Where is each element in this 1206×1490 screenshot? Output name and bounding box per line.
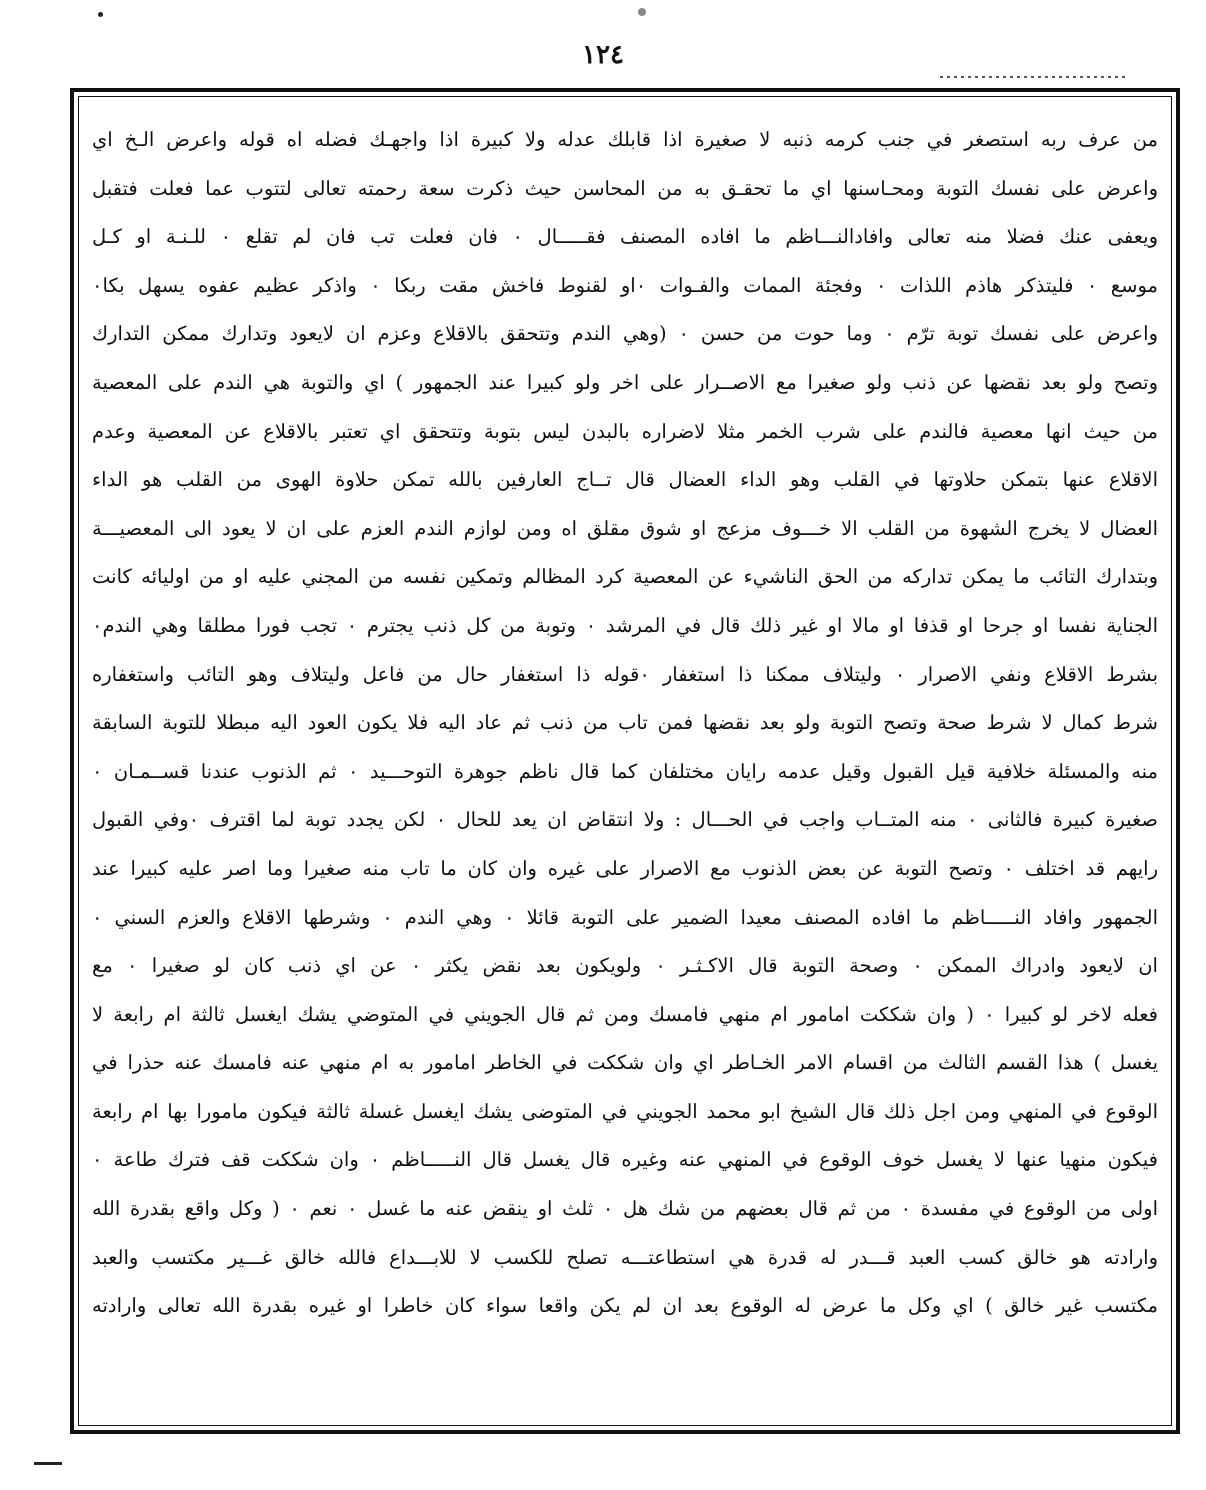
text-line: فعله لاخر لو كبيرا ٠ ( وان شككت امامور ام منهي فامسك ومن ثم قال الجويني في المتوضي يشك ايغسل ثالثة ام رابعة لا [92,1002,1158,1026]
page-number: ١٢٤ [582,40,624,70]
text-line: العضال لا يخرج الشهوة من القلب الا خـــوف مزعج او شوق مقلق اه ومن لوازم الندم العزم على ان لا يعود الى المعصيـــة [92,516,1158,540]
text-line: وبتدارك التائب ما يمكن تداركه من الحق الناشيء عن المعصية كرد المظالم وتمكين نفسه من المجني عليه او من اوليائه كانت [92,565,1158,589]
text-line: اولى من الوقوع في مفسدة ٠ من ثم قال بعضهم من شك هل ٠ ثلث او ينقض عنه ما غسل ٠ نعم ٠ ( وكل واقع بقدرة الله [92,1197,1158,1221]
text-line: صغيرة كبيرة فالثانى ٠ منه المتــاب واجب في الحـــال : ولا انتقاض ان يعد للحال ٠ لكن يجدد توبة لما اقترف ٠وفي القبول [92,808,1158,832]
ink-speck-top-center [638,8,646,16]
text-line: موسع ٠ فليتذكر هاذم اللذات ٠ وفجئة الممات والفـوات ٠او لقنوط فاخش مقت ربكا ٠ واذكر عظيم عفوه يسهل بكا٠ [92,273,1158,297]
header-rule [940,76,1125,78]
text-line: الجمهور وافاد النـــــاظم ما افاده المصنف معيدا الضمير على التوبة قائلا ٠ وهي الندم ٠ وشرطها الاقلاع والعزم السني ٠ [92,905,1158,929]
text-line: من حيث انها معصية فالندم على شرب الخمر مثلا لاضراره بالبدن ليس بتوبة وتتحقق اي تعتبر بالاقلاع عن المعصية وعدم [92,419,1158,443]
body-text [92,116,1158,1416]
text-line: الاقلاع عنها بتمكن حلاوتها في القلب وهو الداء العضال قال تــاج العارفين بالله تمكن حلاوة الهوى من القلب هو الداء [92,468,1158,492]
text-line: رايهم قد اختلف ٠ وتصح التوبة عن بعض الذنوب مع الاصرار على غيره وان كان ما تاب منه صغيرا وما اصر عليه كبيرا عند [92,856,1158,880]
text-line: من عرف ربه استصغر في جنب كرمه ذنبه لا صغيرة اذا قابلك عدله ولا كبيرة اذا واجهـك فضله اه قوله واعرض الـخ اي [92,128,1158,151]
text-line: الجناية نفسا او جرحا او قذفا او مالا او غير ذلك قال في المرشد ٠ وتوبة من كل ذنب يجترم ٠ تجب فورا مطلقا وهي الندم٠ [92,613,1158,637]
text-line: يغسل ) هذا القسم الثالث من اقسام الامر الخـاطر اي وان شككت في الخاطر امامور به ام منهي عنه فامسك عنه حذرا في [92,1051,1158,1075]
ink-speck-top-left [98,12,103,17]
text-line: واعرض على نفسك التوبة ومحـاسنها اي ما تحقـق به من المحاسن حيث ذكرت سعة رحمته تعالى لتتوب عما فعلت فتقبل [92,176,1158,200]
text-line: ويعفى عنك فضلا منه تعالى وافادالنـــاظم ما افاده المصنف فقـــــال ٠ فان فعلت تب فان لم تقلع ٠ للـنـة او كـل [92,225,1158,249]
text-line: منه والمسئلة خلافية قيل القبول وقيل عدمه رايان مختلفان كما قال ناظم جوهرة التوحـــيد ٠ ثم الذنوب عندنا قســمـان ٠ [92,759,1158,783]
text-line: وتصح ولو بعد نقضها عن ذنب ولو صغيرا مع الاصــرار على اخر ولو كبيرا عند الجمهور ) اي والتوبة هي الندم على المعصية [92,370,1158,394]
text-line: الوقوع في المنهي ومن اجل ذلك قال الشيخ ابو محمد الجويني في المتوضى يشك ايغسل غسلة ثالثة فيكون مامورا بها ام رابعة [92,1099,1158,1123]
margin-mark [34,1462,62,1465]
text-line: وارادته هو خالق كسب العبد قـــدر له قدرة هي استطاعتـــه تصلح للكسب لا للابـــداع فالله خالق غـــير مكتسب والعبد [92,1245,1158,1269]
text-line: واعرض على نفسك توبة ترّم ٠ وما حوت من حسن ٠ (وهي الندم وتتحقق بالاقلاع وعزم ان لايعود وتدارك ممكن التدارك [92,322,1158,346]
text-line: فيكون منهيا عنها لا يغسل خوف الوقوع في المنهي عنه وغيره قال يغسل قال النـــــاظم ٠ وان شككت قف فترك طاعة ٠ [92,1148,1158,1172]
text-line: شرط كمال لا شرط صحة وتصح التوبة ولو بعد نقضها فمن تاب من ذنب ثم عاد اليه فلا يكون العود اليه مبطلا للتوبة السابقة [92,711,1158,735]
text-line: بشرط الاقلاع ونفي الاصرار ٠ وليتلاف ممكنا ذا استغفار ٠قوله ذا استغفار حال من فاعل وليتلاف وهو التائب واستغفاره [92,662,1158,686]
text-line: مكتسب غير خالق ) اي وكل ما عرض له الوقوع بعد ان لم يكن واقعا سواء كان خاطرا او غيره بقدرة الله تعالى وارادته [92,1294,1158,1318]
text-line: ان لايعود وادراك الممكن ٠ وصحة التوبة قال الاكـثـر ٠ ولويكون بعد نقض يكثر ٠ عن اي ذنب كان لو صغيرا ٠ مع [92,954,1158,978]
